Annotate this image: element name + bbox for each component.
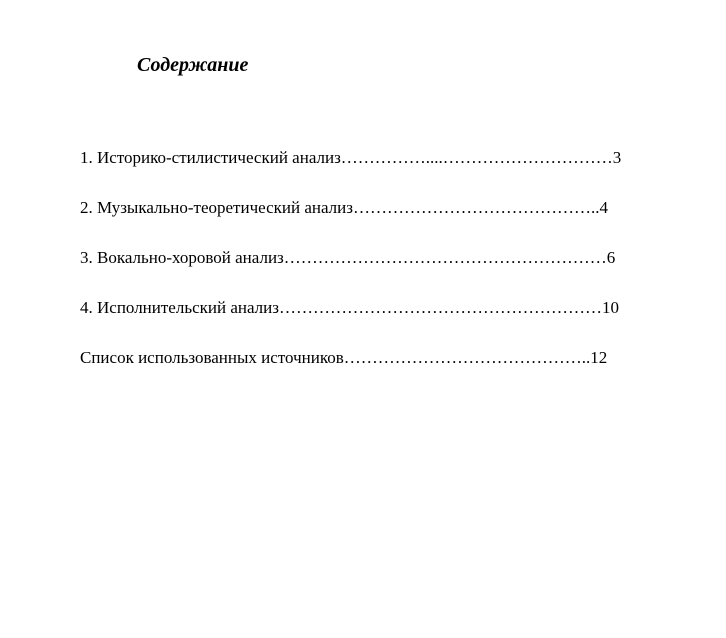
toc-title: Содержание [137, 54, 249, 76]
toc-entry-3: 3. Вокально-хоровой анализ…………………………………………………6 [80, 248, 616, 267]
table-of-contents [80, 146, 680, 396]
toc-entry-2: 2. Музыкально-теоретический анализ……………………………………..4 [80, 198, 608, 217]
toc-entry-sources: Список использованных источников……………………………………..12 [80, 348, 608, 367]
toc-entry-4: 4. Исполнительский анализ…………………………………………………10 [80, 298, 619, 317]
toc-entry-1: 1. Историко-стилистический анализ……………....…………………………3 [80, 148, 622, 167]
